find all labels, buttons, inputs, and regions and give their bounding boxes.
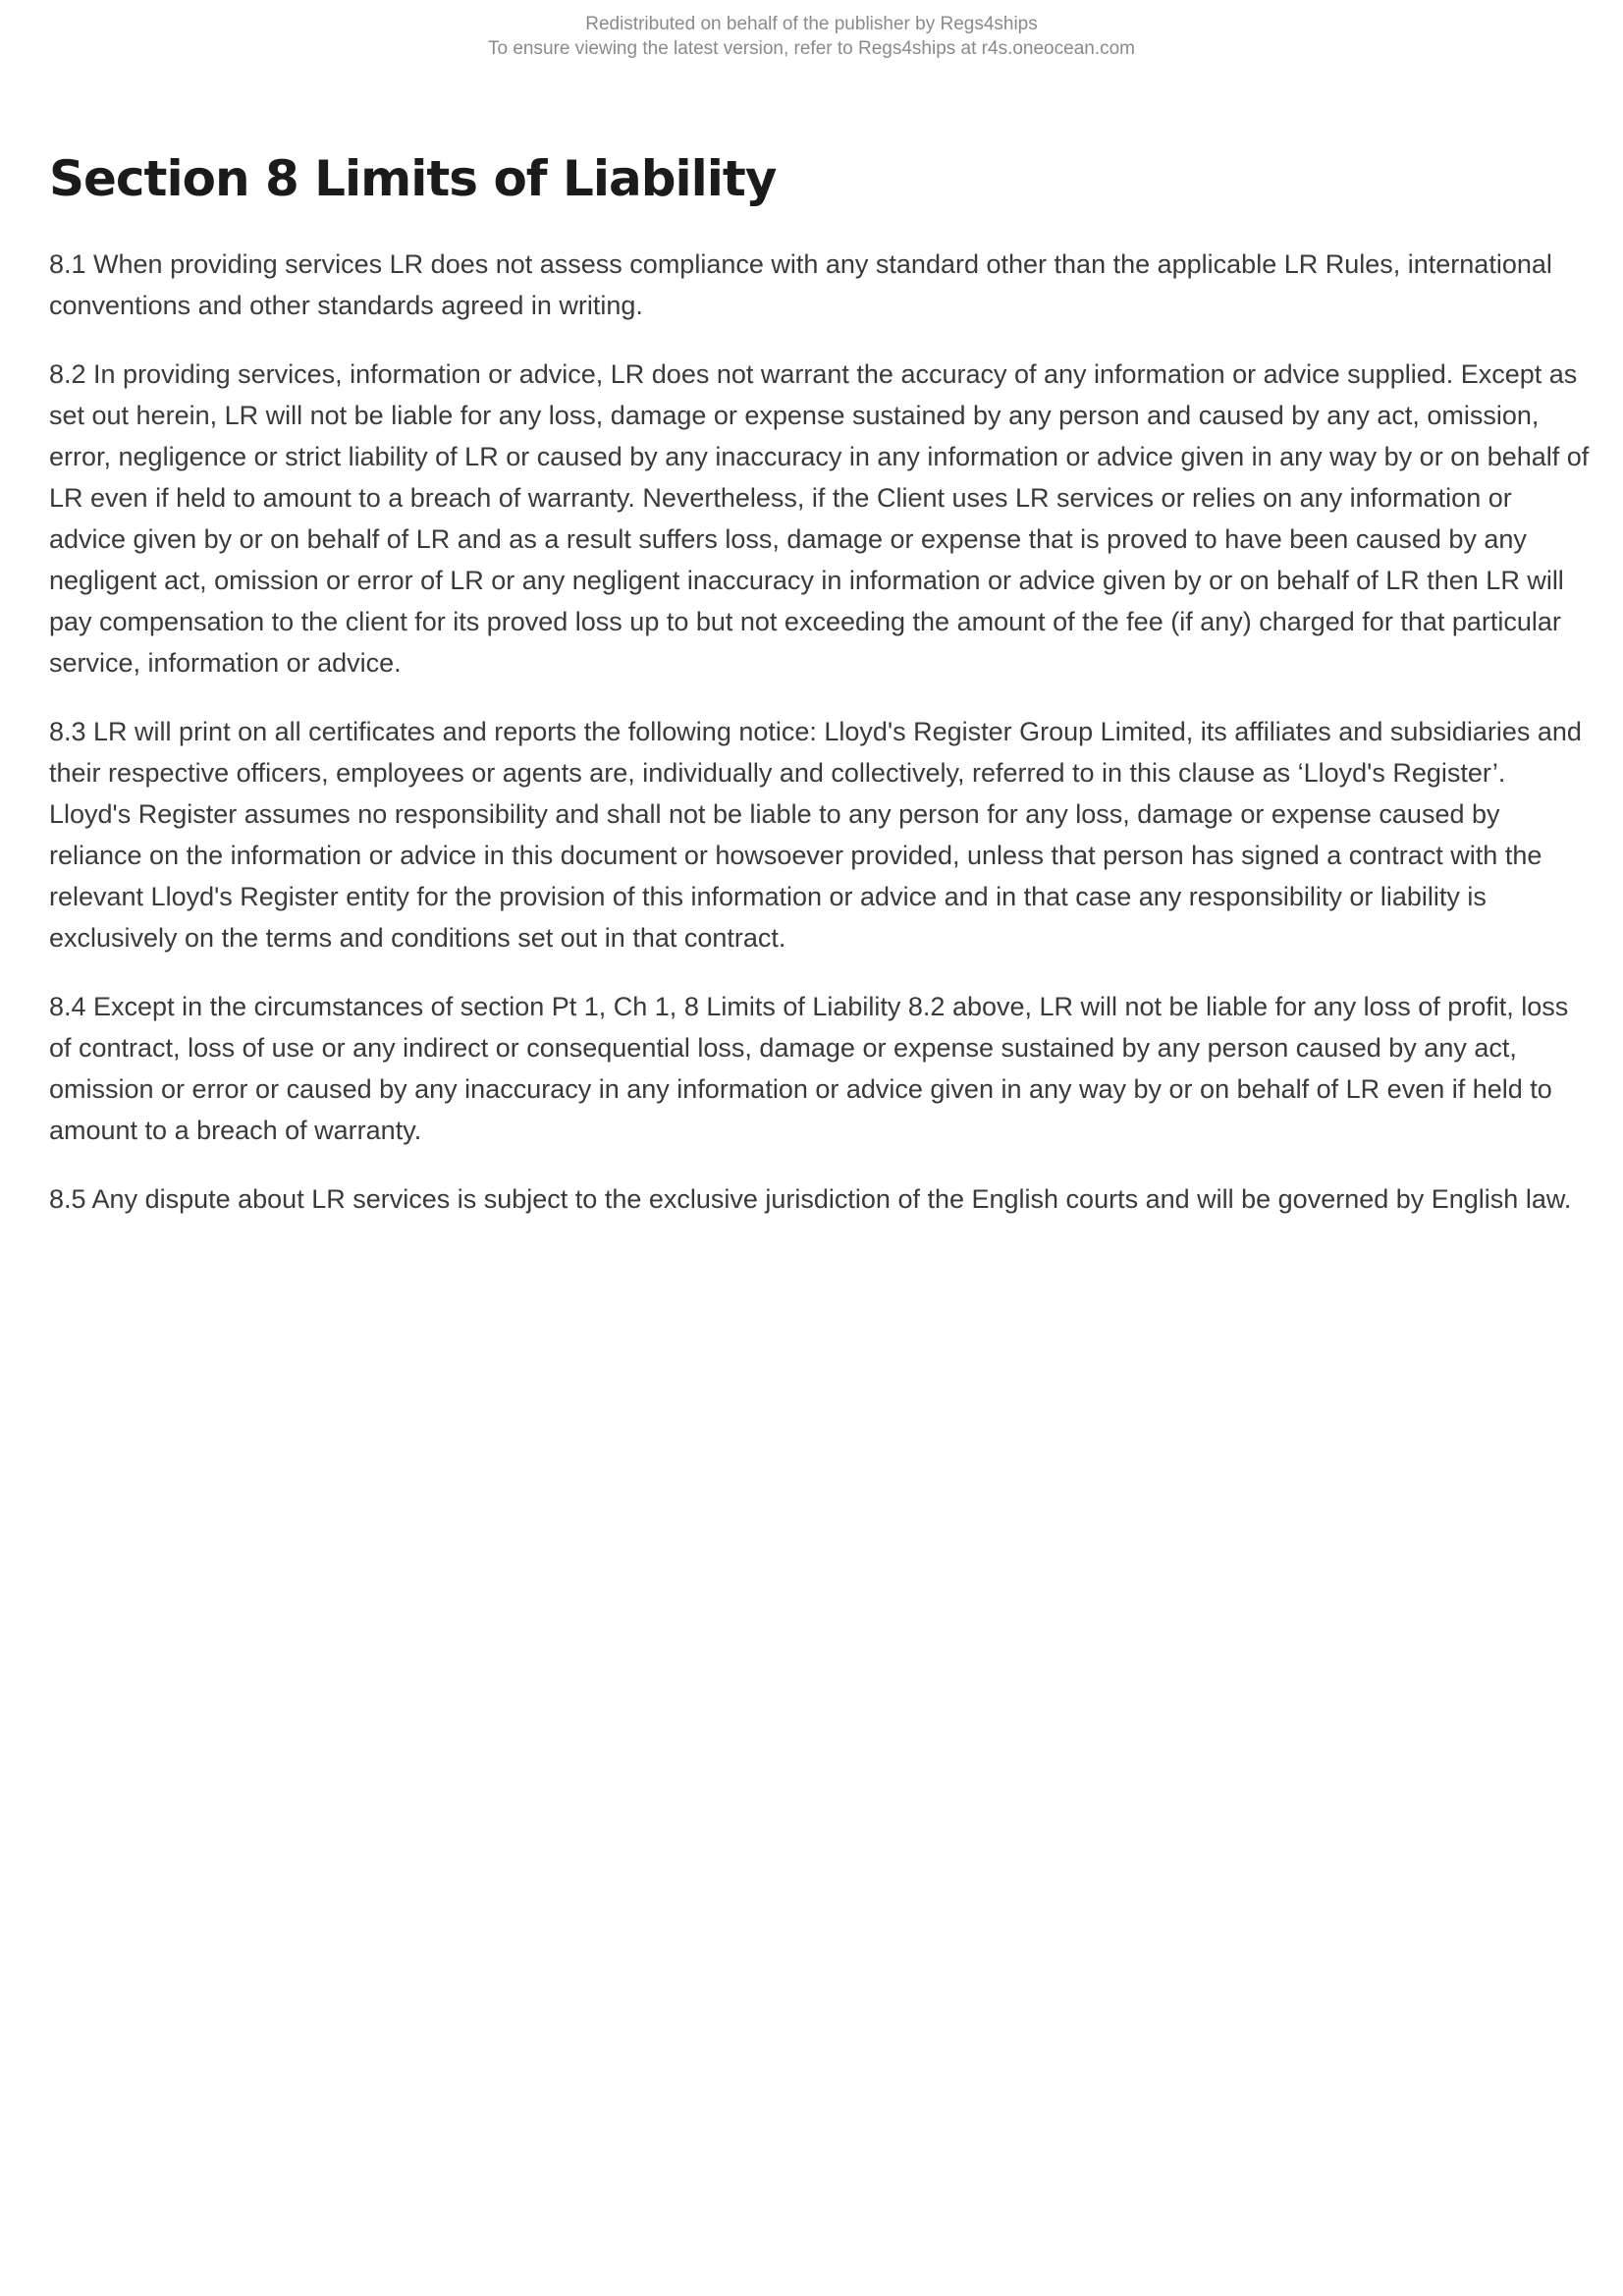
paragraph-8-5: 8.5 Any dispute about LR services is subject to the exclusive jurisdiction of the English courts and will be governed by English law. xyxy=(49,1184,1572,1214)
paragraph-8-2: 8.2 In providing services, information or advice, LR does not warrant the accuracy of any information or advice supplied. Except as set out herein, LR will not be liable for any loss, damage or expense sustained by any person and caused by any act, omission, error, negligence or strict liability of LR or caused by any inaccuracy in any information or advice given in any way by or on behalf of LR even if held to amount to a breach of warranty. Nevertheless, if the Client uses LR services or relies on any information or advice given by or on behalf of LR and as a result suffers loss, damage or expense that is proved to have been caused by any negligent act, omission or error of LR or any negligent inaccuracy in information or advice given by or on behalf of LR then LR will pay compensation to the client for its proved loss up to but not exceeding the amount of the fee (if any) charged for that particular service, information or advice. xyxy=(49,359,1590,678)
section-content xyxy=(49,147,1591,1247)
notice-line-latest-version: To ensure viewing the latest version, refer to Regs4ships at r4s.oneocean.com xyxy=(487,38,1136,59)
section-title: Section 8 Limits of Liability xyxy=(49,150,777,207)
paragraph-8-1: 8.1 When providing services LR does not assess compliance with any standard other than the applicable LR Rules, international conventions and other standards agreed in writing. xyxy=(49,249,1552,320)
paragraph-8-4: 8.4 Except in the circumstances of section Pt 1, Ch 1, 8 Limits of Liability 8.2 above, LR will not be liable for any loss of profit, loss of contract, loss of use or any indirect or consequential loss, damage or expense sustained by any person caused by any act, omission or error or caused by any inaccuracy in any information or advice given in any way by or on behalf of LR even if held to amount to a breach of warranty. xyxy=(49,992,1569,1145)
paragraph-8-3: 8.3 LR will print on all certificates and reports the following notice: Lloyd's Register Group Limited, its affiliates and subsidiaries and their respective officers, employees or agents are, individually and collectively, referred to in this clause as ‘Lloyd's Register’. Lloyd's Register assumes no responsibility and shall not be liable to any person for any loss, damage or expense caused by reliance on the information or advice in this document or howsoever provided, unless that person has signed a contract with the relevant Lloyd's Register entity for the provision of this information or advice and in that case any responsibility or liability is exclusively on the terms and conditions set out in that contract. xyxy=(49,717,1582,953)
notice-line-publisher: Redistributed on behalf of the publisher by Regs4ships xyxy=(585,14,1038,34)
redistribution-notice xyxy=(0,12,1623,61)
